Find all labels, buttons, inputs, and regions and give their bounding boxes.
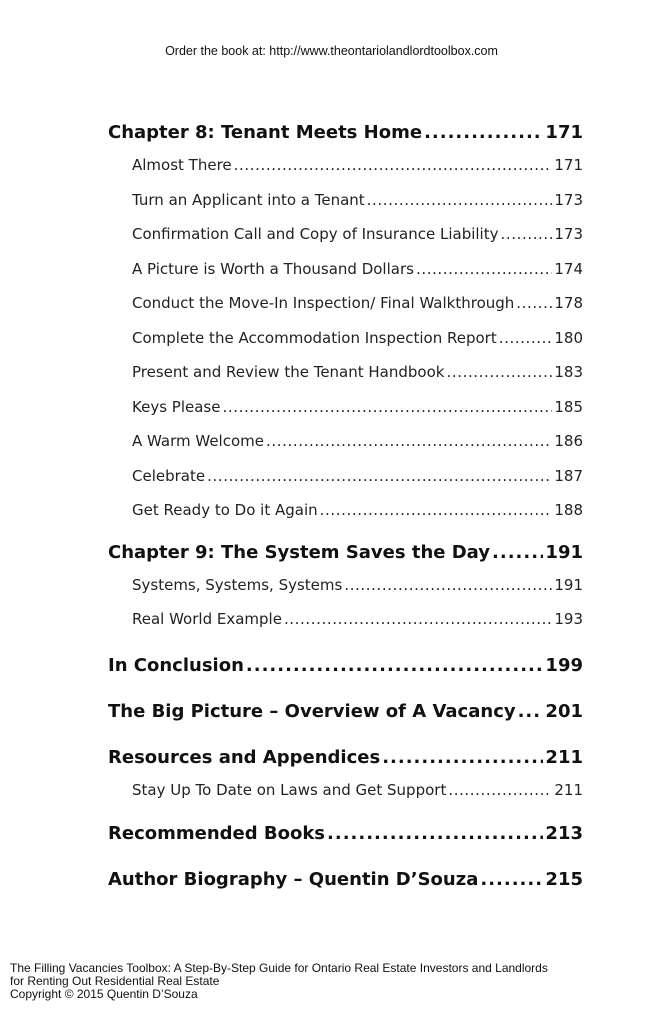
toc-dot-leader — [284, 602, 552, 637]
toc-section-entry — [132, 602, 583, 637]
toc-dot-leader — [446, 355, 552, 390]
toc-chapter-entry — [108, 819, 583, 849]
toc-dot-leader — [327, 819, 543, 849]
toc-entry-title: Celebrate — [132, 466, 206, 485]
toc-section-entry — [132, 459, 583, 494]
toc-section-entry — [132, 148, 583, 183]
toc-page-number: 188 — [554, 501, 583, 519]
toc-page-number: 211 — [554, 780, 583, 799]
page-footer — [10, 962, 660, 1001]
toc-chapter-entry — [108, 651, 583, 681]
toc-dot-leader — [246, 651, 544, 681]
toc-page-number: 173 — [554, 190, 583, 209]
toc-dot-leader — [382, 743, 543, 773]
toc-dot-leader — [416, 252, 552, 287]
toc-entry-title: Conduct the Move-In Inspection/ Final Walkthrough — [132, 294, 515, 312]
toc-dot-leader — [234, 148, 553, 183]
toc-entry-title: Present and Review the Tenant Handbook — [132, 363, 445, 381]
toc-chapter-entry — [108, 697, 583, 727]
toc-page-number: 201 — [545, 700, 583, 722]
toc-page-number: 191 — [554, 575, 583, 594]
footer-line-3: Copyright © 2015 Quentin D’Souza — [10, 987, 198, 1001]
toc-chapter-entry — [108, 865, 583, 895]
toc-page-number: 171 — [545, 122, 583, 143]
toc-page-number: 185 — [554, 397, 583, 416]
toc-dot-leader — [266, 424, 552, 459]
toc-dot-leader — [367, 183, 553, 218]
toc-section-entry — [132, 424, 583, 459]
toc-chapter-entry — [108, 538, 583, 568]
toc-dot-leader — [518, 697, 544, 727]
toc-dot-leader — [516, 286, 552, 321]
toc-entry-title: Recommended Books — [108, 823, 326, 844]
toc-page-number: 213 — [545, 823, 583, 844]
toc-page-number: 186 — [554, 432, 583, 450]
table-of-contents — [108, 118, 583, 895]
toc-page-number: 199 — [545, 654, 583, 676]
toc-page-number: 191 — [545, 541, 583, 563]
toc-entry-title: Complete the Accommodation Inspection Report — [132, 328, 497, 347]
toc-dot-leader — [222, 390, 552, 425]
toc-section-entry — [132, 773, 583, 808]
toc-section-entry — [132, 493, 583, 528]
toc-dot-leader — [492, 538, 543, 568]
toc-entry-title: Turn an Applicant into a Tenant — [132, 190, 365, 209]
toc-entry-title: Chapter 8: Tenant Meets Home — [108, 122, 423, 143]
toc-section-entry — [132, 252, 583, 287]
toc-page-number: 174 — [554, 259, 583, 278]
toc-page-number: 183 — [554, 363, 583, 381]
toc-entry-title: The Big Picture – Overview of A Vacancy — [108, 700, 516, 722]
footer-line-2: for Renting Out Residential Real Estate — [10, 974, 220, 988]
toc-dot-leader — [480, 865, 543, 895]
toc-entry-title: A Picture is Worth a Thousand Dollars — [132, 259, 414, 278]
toc-page-number: 171 — [554, 156, 583, 174]
toc-entry-title: Resources and Appendices — [108, 746, 381, 768]
toc-page-number: 193 — [554, 610, 583, 628]
footer-line-1: The Filling Vacancies Toolbox: A Step-By-Step Guide for Ontario Real Estate Investors and Landlords — [10, 961, 548, 975]
toc-page-number: 215 — [545, 869, 583, 890]
toc-dot-leader — [499, 321, 553, 356]
toc-section-entry — [132, 321, 583, 356]
toc-entry-title: Author Biography – Quentin D’Souza — [108, 869, 479, 890]
toc-page-number: 187 — [554, 466, 583, 485]
toc-entry-title: A Warm Welcome — [132, 432, 264, 450]
toc-section-entry — [132, 286, 583, 321]
toc-section-entry — [132, 568, 583, 603]
toc-page-number: 180 — [554, 328, 583, 347]
toc-entry-title: Chapter 9: The System Saves the Day — [108, 541, 491, 563]
toc-entry-title: Systems, Systems, Systems — [132, 575, 343, 594]
toc-section-entry — [132, 390, 583, 425]
toc-section-entry — [132, 217, 583, 252]
toc-entry-title: In Conclusion — [108, 654, 244, 676]
page-header: Order the book at: http://www.theontariolandlordtoolbox.com — [165, 44, 498, 58]
toc-dot-leader — [344, 568, 552, 603]
toc-chapter-entry — [108, 118, 583, 148]
toc-entry-title: Keys Please — [132, 397, 221, 416]
toc-chapter-entry — [108, 743, 583, 773]
toc-page-number: 178 — [554, 294, 583, 312]
toc-entry-title: Get Ready to Do it Again — [132, 501, 318, 519]
toc-entry-title: Stay Up To Date on Laws and Get Support — [132, 780, 447, 799]
toc-section-entry — [132, 183, 583, 218]
toc-dot-leader — [448, 773, 552, 808]
toc-section-entry — [132, 355, 583, 390]
toc-page-number: 211 — [545, 746, 583, 768]
toc-page-number: 173 — [554, 225, 583, 243]
toc-dot-leader — [500, 217, 552, 252]
toc-dot-leader — [424, 118, 543, 148]
toc-entry-title: Real World Example — [132, 610, 282, 628]
toc-entry-title: Almost There — [132, 156, 232, 174]
toc-dot-leader — [207, 459, 552, 494]
toc-dot-leader — [320, 493, 553, 528]
toc-entry-title: Confirmation Call and Copy of Insurance Liability — [132, 225, 499, 243]
